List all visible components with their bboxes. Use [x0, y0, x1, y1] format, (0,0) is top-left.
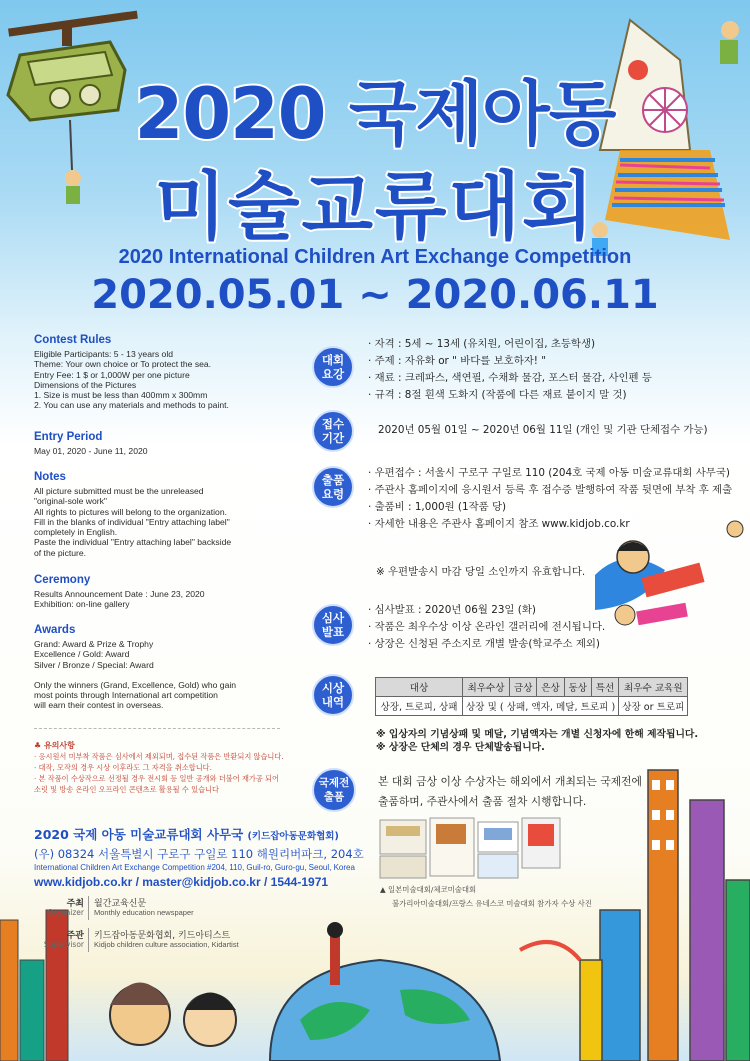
submission-line: · 출품비 : 1,000원 (1작품 당)	[368, 501, 507, 513]
divider	[34, 728, 280, 729]
title-line-2: 미술교류대회	[154, 164, 596, 250]
caution-line: · 본 작품이 수상작으로 선정될 경우 전시회 등 일반 공개와 더불어 재가공 되어	[34, 774, 279, 783]
notes-line: All picture submitted must be the unreleased	[34, 486, 204, 496]
period-label: 접수 기간	[321, 417, 345, 445]
contest-rules-section	[34, 334, 274, 411]
awards-line: will earn their contest in overseas.	[34, 700, 164, 711]
awards-note: ※ 상장은 단체의 경우 단체발송됩니다.	[376, 742, 545, 753]
notes-line: of the picture.	[34, 547, 87, 558]
supervisor-row	[34, 928, 364, 954]
title-line-1: 2020 국제아동	[134, 73, 616, 155]
entry-line: May 01, 2020 - June 11, 2020	[34, 446, 148, 456]
international-badge	[312, 768, 356, 812]
notes-line: completely in English.	[34, 527, 118, 538]
photo-caption-1: ▲ 일본미술대회/체코미술대회	[380, 885, 477, 894]
ceremony-line: Exhibition: on-line gallery	[34, 599, 130, 610]
office-name-sub: (키드잡아동문화협회)	[247, 831, 339, 842]
rules-line: 2. You can use any materials and methods to paint.	[34, 400, 229, 411]
judging-label: 심사 발표	[321, 611, 345, 639]
earth-and-kids-drawing	[0, 900, 580, 1061]
supervisor-label-en: Supervisor	[43, 940, 84, 949]
organizer-name: 월간교육신문	[94, 899, 147, 909]
awards-heading: Awards	[34, 624, 76, 636]
awards-line: Silver / Bronze / Special: Award	[34, 659, 154, 670]
organizer-name-en: Monthly education newspaper	[94, 908, 194, 917]
ceremony-line: Results Announcement Date : June 23, 2020	[34, 589, 205, 599]
qualification-line: · 자격 : 5세 ~ 13세 (유치원, 어린이집, 초등학생)	[368, 338, 596, 350]
international-line: 출품하며, 주관사에서 출품 절차 시행합니다.	[378, 795, 587, 808]
caution-line: · 응시원서 미부착 작품은 심사에서 제외되며, 접수된 작품은 반환되지 않습니다.	[34, 752, 284, 761]
office-name-text: 2020 국제 아동 미술교류대회 사무국	[34, 827, 244, 842]
entry-period-section	[34, 431, 274, 456]
table-cell: 상장 or 트로피	[619, 697, 688, 716]
table-cell: 상장, 트로피, 상패	[376, 697, 463, 716]
award-photos	[380, 818, 560, 880]
rules-line: Theme: Your own choice or To protect the sea.	[34, 359, 212, 370]
ceremony-section	[34, 574, 274, 610]
table-row	[376, 697, 688, 716]
rules-line: Entry Fee: 1 $ or 1,000W per one picture	[34, 369, 190, 380]
caution-line: · 대작, 모작의 경우 시상 이후라도 그 자격을 취소합니다.	[34, 763, 212, 772]
international-text	[378, 772, 642, 812]
table-header-cell: 금상	[510, 678, 537, 697]
rules-line: Eligible Participants: 5 - 13 years old	[34, 349, 174, 359]
awards-line: most points through International art competition	[34, 690, 218, 701]
caution-line: 소릿 및 방송 온라인 오프라인 콘텐츠로 활용될 수 있습니다	[34, 785, 219, 794]
table-cell: 상장 및 ( 상패, 액자, 메달, 트로피 )	[463, 697, 619, 716]
submission-line: · 우편접수 : 서울시 구로구 구일로 110 (204호 국제 아동 미술교류대회 사무국)	[368, 467, 730, 479]
office-name	[34, 826, 364, 846]
awards-line	[34, 670, 274, 680]
submission-label: 출품 요령	[321, 473, 345, 501]
table-header-cell: 동상	[564, 678, 591, 697]
notes-line: "original-sole work"	[34, 496, 107, 507]
awards-table	[375, 677, 688, 716]
qualification-line: · 재료 : 크레파스, 색연필, 수채화 물감, 포스터 물감, 사인펜 등	[368, 372, 652, 384]
judging-badge	[312, 604, 354, 646]
submission-line: · 주관사 홈페이지에 응시원서 등록 후 접수증 발행하여 작품 뒷면에 부착 후 제출	[368, 484, 733, 496]
awards-line: Excellence / Gold: Award	[34, 649, 130, 660]
supervisor-label: 주관	[66, 931, 84, 941]
qualification-line: · 규격 : 8절 흰색 도화지 (작품에 다른 재료 붙이지 말 것)	[368, 389, 627, 401]
table-header-cell: 최우수 교육원	[619, 678, 688, 697]
period-line: 2020년 05월 01일 ~ 2020년 06월 11일 (개인 및 기관 단체접수 가능)	[378, 424, 708, 436]
caution-notes	[34, 740, 284, 795]
organizer-label: 주최	[66, 899, 84, 909]
office-address: (우) 08324 서울특별시 구로구 구일로 110 해원리버파크, 204호	[34, 847, 364, 861]
judging-line: · 작품은 최우수상 이상 온라인 갤러리에 전시됩니다.	[368, 621, 606, 633]
notes-line: All rights to pictures will belong to the organization.	[34, 506, 227, 517]
qualification-text	[368, 336, 652, 404]
postal-note: ※ 우편발송시 마감 당일 소인까지 유효합니다.	[376, 566, 586, 578]
table-header-cell: 은상	[537, 678, 564, 697]
rules-line: 1. Size is must be less than 400mm x 300mm	[34, 390, 208, 401]
table-header-row	[376, 678, 688, 697]
qualification-line: · 주제 : 자유화 or " 바다를 보호하자! "	[368, 355, 547, 367]
awards-section	[34, 624, 274, 711]
organization-info	[34, 826, 364, 891]
rules-line: Dimensions of the Pictures	[34, 379, 137, 390]
table-header-cell: 대상	[376, 678, 463, 697]
photo-caption-2: 불가리아미술대회/프랑스 유네스코 미술대회 참가자 수상 사진	[392, 899, 592, 908]
contest-rules-heading: Contest Rules	[34, 334, 112, 346]
international-label: 국제전 출품	[318, 777, 350, 803]
period-text	[378, 422, 708, 439]
international-line: 본 대회 금상 이상 수상자는 해외에서 개최되는 국제전에	[378, 775, 642, 788]
submission-line: · 자세한 내용은 주관사 홈페이지 참조 www.kidjob.co.kr	[368, 518, 630, 530]
caution-title: ♣ 유의사항	[34, 741, 75, 750]
notes-line: Paste the individual "Entry attaching label" backside	[34, 537, 232, 548]
notes-line: Fill in the blanks of individual "Entry attaching label"	[34, 516, 230, 527]
entry-period-heading: Entry Period	[34, 431, 103, 443]
awards-note: ※ 입상자의 기념상패 및 메달, 기념액자는 개별 신청자에 한해 제작됩니다.	[376, 729, 699, 740]
period-badge	[312, 410, 354, 452]
organizer-row	[34, 896, 364, 922]
divider	[88, 928, 89, 952]
competition-dates: 2020.05.01 ~ 2020.06.11	[91, 272, 659, 318]
english-subtitle: 2020 International Children Art Exchange Competition	[118, 246, 632, 268]
divider	[88, 896, 89, 920]
judging-line: · 상장은 신청된 주소지로 개별 발송(학교주소 제외)	[368, 638, 600, 650]
awards-line: Grand: Award & Prize & Trophy	[34, 639, 154, 649]
judging-text	[368, 602, 605, 653]
awards-line: Only the winners (Grand, Excellence, Gold) who gain	[34, 679, 237, 690]
organizer-label-en: Organizer	[47, 908, 84, 917]
notes-heading: Notes	[34, 471, 66, 483]
awards-label: 시상 내역	[321, 681, 345, 709]
ceremony-heading: Ceremony	[34, 574, 91, 586]
supervisor-name: 키드잡아동문화협회, 키드아티스트	[94, 931, 231, 941]
table-header-cell: 특선	[591, 678, 618, 697]
office-contact: www.kidjob.co.kr / master@kidjob.co.kr / 1544-1971	[34, 875, 329, 889]
submission-badge	[312, 466, 354, 508]
qualification-badge	[312, 346, 354, 388]
table-header-cell: 최우수상	[463, 678, 510, 697]
judging-line: · 심사발표 : 2020년 06월 23일 (화)	[368, 604, 536, 616]
office-address-en: International Children Art Exchange Competition #204, 110, Guil-ro, Guro-gu, Seoul, Korea	[34, 863, 355, 872]
notes-section	[34, 471, 274, 558]
qualification-label: 대회 요강	[321, 353, 345, 381]
awards-badge	[312, 674, 354, 716]
submission-text	[368, 465, 732, 533]
supervisor-name-en: Kidjob children culture association, Kidartist	[94, 940, 239, 949]
superhero-kids-drawing	[585, 515, 750, 635]
